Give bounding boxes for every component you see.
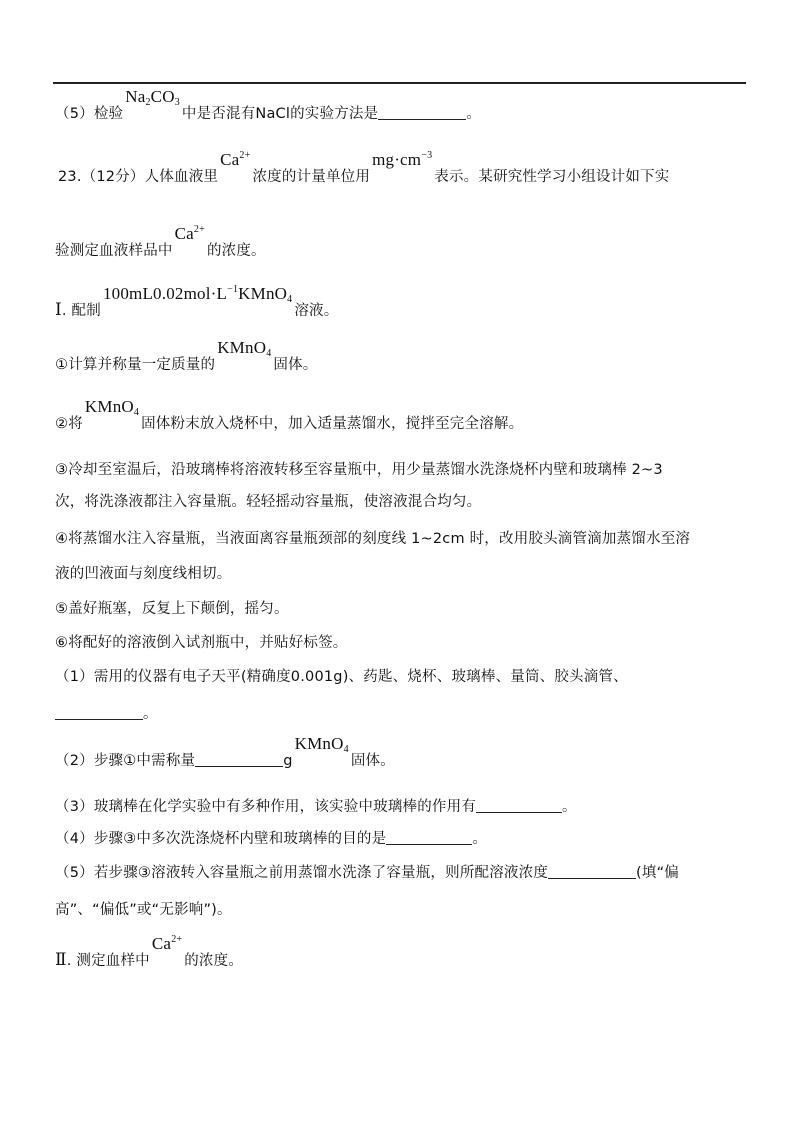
question-1-line2: 。: [55, 704, 750, 724]
unit-mg-cm3: $mg\cdot cm^{-3}$: [372, 150, 433, 169]
answer-blank[interactable]: [386, 830, 472, 845]
answer-blank[interactable]: [55, 705, 143, 720]
q23-heading-line2: 验测定血液样品中$Ca^{2+}$的浓度。: [55, 224, 266, 259]
question-4: （4）步骤③中多次洗涤烧杯内壁和玻璃棒的目的是 。: [55, 831, 488, 847]
part2-heading: Ⅱ. 测定血样中$Ca^{2+}$的浓度。: [55, 934, 244, 970]
step-1: ①计算并称量一定质量的KMnO$_4$固体。: [55, 338, 318, 373]
question-2: （2）步骤①中需称量 gKMnO$_4$固体。: [55, 734, 395, 769]
formula-kmno4-2: KMnO$_4$: [84, 397, 140, 418]
question-5: （5）若步骤③溶液转入容量瓶之前用蒸馏水洗涤了容量瓶，则所配溶液浓度 (填“偏: [55, 865, 679, 881]
step-3-line2: 次，将洗涤液都注入容量瓶。轻轻摇动容量瓶，使溶液混合均匀。: [55, 494, 482, 510]
step-3-line1: ③冷却至室温后，沿玻璃棒将溶液转移至容量瓶中，用少量蒸馏水洗涤烧杯内壁和玻璃棒 2~3: [55, 462, 663, 478]
solution-formula: $100mL0.02mol\cdot L^{-1}KMnO_4$: [102, 284, 293, 305]
question-5-line2: 高”、“偏低”或“无影响”)。: [55, 902, 232, 918]
header-rule: [53, 82, 746, 84]
q22-part5: （5）检验$Na_2CO_3$中是否混有NaCl的实验方法是 。: [55, 87, 481, 122]
question-1: （1）需用的仪器有电子天平(精确度0.001g)、药匙、烧杯、玻璃棒、量筒、胶头滴管、: [55, 669, 628, 685]
ion-ca-2: $Ca^{2+}$: [174, 224, 205, 243]
step-5: ⑤盖好瓶塞，反复上下颠倒，摇匀。: [55, 601, 289, 617]
ion-ca-3: $Ca^{2+}$: [151, 934, 183, 953]
ion-ca: $Ca^{2+}$: [220, 150, 251, 169]
answer-blank[interactable]: [476, 798, 562, 813]
q23-heading: 23.（12分）人体血液里$Ca^{2+}$浓度的计量单位用$mg\cdot cm^{-3}$表示。某研究性学习小组设计如下实: [58, 150, 670, 185]
step-4-line2: 液的凹液面与刻度线相切。: [55, 566, 232, 582]
answer-blank[interactable]: [195, 752, 283, 767]
step-6: ⑥将配好的溶液倒入试剂瓶中，并贴好标签。: [55, 635, 348, 651]
formula-kmno4-3: KMnO$_4$: [294, 734, 349, 755]
step-2: ②将KMnO$_4$固体粉末放入烧杯中，加入适量蒸馏水，搅拌至完全溶解。: [55, 397, 524, 432]
formula-na2co3: $Na_2CO_3$: [125, 87, 180, 108]
part1-heading: Ⅰ. 配制$100mL0.02mol\cdot L^{-1}KMnO_4$溶液。: [55, 284, 339, 320]
answer-blank[interactable]: [548, 864, 636, 879]
formula-kmno4: KMnO$_4$: [217, 338, 272, 359]
step-4-line1: ④将蒸馏水注入容量瓶，当液面离容量瓶颈部的刻度线 1~2cm 时，改用胶头滴管滴加蒸馏水至溶: [55, 531, 691, 547]
question-3: （3）玻璃棒在化学实验中有多种作用，该实验中玻璃棒的作用有 。: [55, 799, 577, 815]
answer-blank[interactable]: [378, 105, 466, 120]
